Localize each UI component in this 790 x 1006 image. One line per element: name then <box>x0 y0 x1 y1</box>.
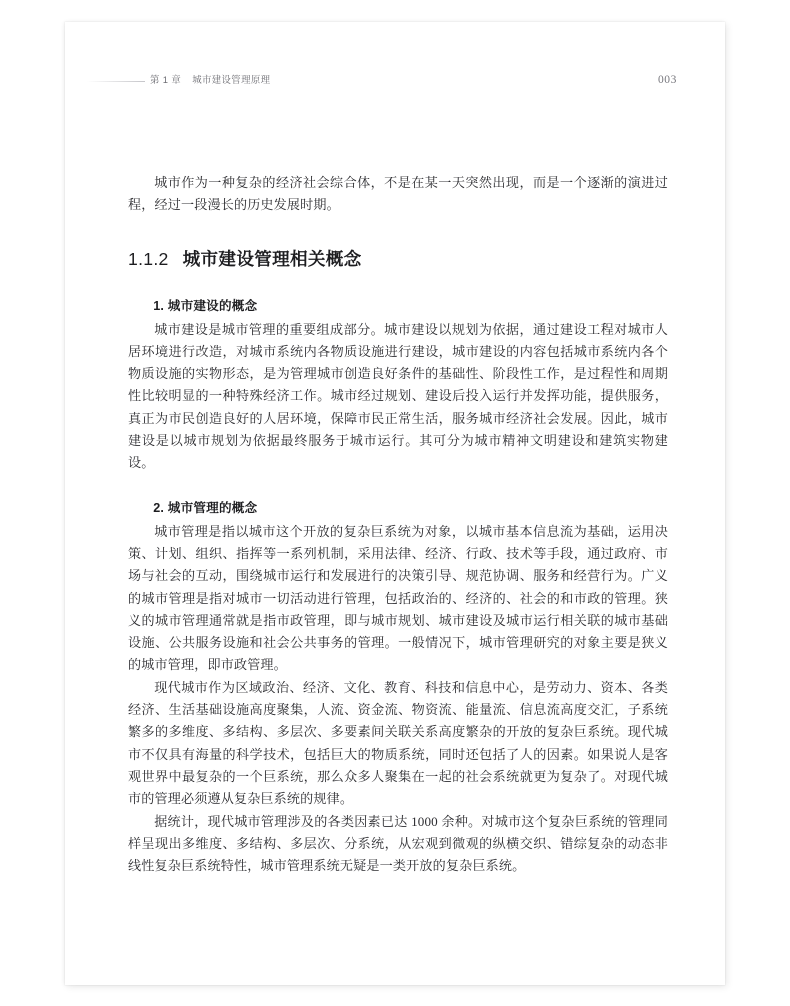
subsection-1-paragraph-1: 城市建设是城市管理的重要组成部分。城市建设以规划为依据，通过建设工程对城市人居环境进行改造，对城市系统内各物质设施进行建设，城市建设的内容包括城市系统内各个物质设施的实物形态，是为管理城市创造良好条件的基础性、阶段性工作，是过程性和周期性比较明显的一种特殊经济工作。城市经过规划、建设后投入运行并发挥功能，提供服务，真正为市民创造良好的人居环境，保障市民正常生活，服务城市经济社会发展。因此，城市建设是以城市规划为依据最终服务于城市运行。其可分为城市精神文明建设和建筑实物建设。 <box>128 321 668 471</box>
subsection-heading-1: 1. 城市建设的概念 <box>153 298 258 313</box>
section-heading <box>128 245 668 273</box>
book-page-sheet <box>65 22 725 985</box>
section-number: 1.1.2 <box>128 248 169 269</box>
running-head <box>65 70 725 92</box>
page-number: 003 <box>657 74 677 86</box>
subsection-heading-2: 2. 城市管理的概念 <box>153 500 258 515</box>
section-title: 城市建设管理相关概念 <box>182 248 362 269</box>
running-head-chapter <box>150 70 270 90</box>
subsection-2-paragraph-3: 据统计，现代城市管理涉及的各类因素已达 1000 余种。对城市这个复杂巨系统的管理同样呈现出多维度、多结构、多层次、分系统，从宏观到微观的纵横交织、错综复杂的动态非线性复杂巨系统特性，城市管理系统无疑是一类开放的复杂巨系统。 <box>128 813 668 874</box>
subsection-2-paragraph-1: 城市管理是指以城市这个开放的复杂巨系统为对象，以城市基本信息流为基础，运用决策、计划、组织、指挥等一系列机制，采用法律、经济、行政、技术等手段，通过政府、市场与社会的互动，围绕城市运行和发展进行的决策引导、规范协调、服务和经营行为。广义的城市管理是指对城市一切活动进行管理，包括政治的、经济的、社会的和市政的管理。狭义的城市管理通常就是指市政管理，即与城市规划、城市建设及城市运行相关联的城市基础设施、公共服务设施和社会公共事务的管理。一般情况下，城市管理研究的对象主要是狭义的城市管理，即市政管理。 <box>128 523 668 673</box>
running-head-chapter-title: 城市建设管理原理 <box>192 74 271 85</box>
subsection-2-paragraph-2: 现代城市作为区域政治、经济、文化、教育、科技和信息中心，是劳动力、资本、各类经济、生活基础设施高度聚集，人流、资金流、物资流、能量流、信息流高度交汇，子系统繁多的多维度、多结构、多层次、多要素间关联关系高度繁杂的开放的复杂巨系统。现代城市不仅具有海量的科学技术，包括巨大的物质系统，同时还包括了人的因素。如果说人是客观世界中最复杂的一个巨系统，那么众多人聚集在一起的社会系统就更为复杂了。对现代城市的管理必须遵从复杂巨系统的规律。 <box>128 679 668 807</box>
running-head-chapter-label: 第 1 章 <box>150 74 182 85</box>
running-head-rule <box>87 81 145 82</box>
page-text-block <box>128 172 668 877</box>
intro-paragraph: 城市作为一种复杂的经济社会综合体，不是在某一天突然出现，而是一个逐渐的演进过程，经过一段漫长的历史发展时期。 <box>128 175 668 213</box>
